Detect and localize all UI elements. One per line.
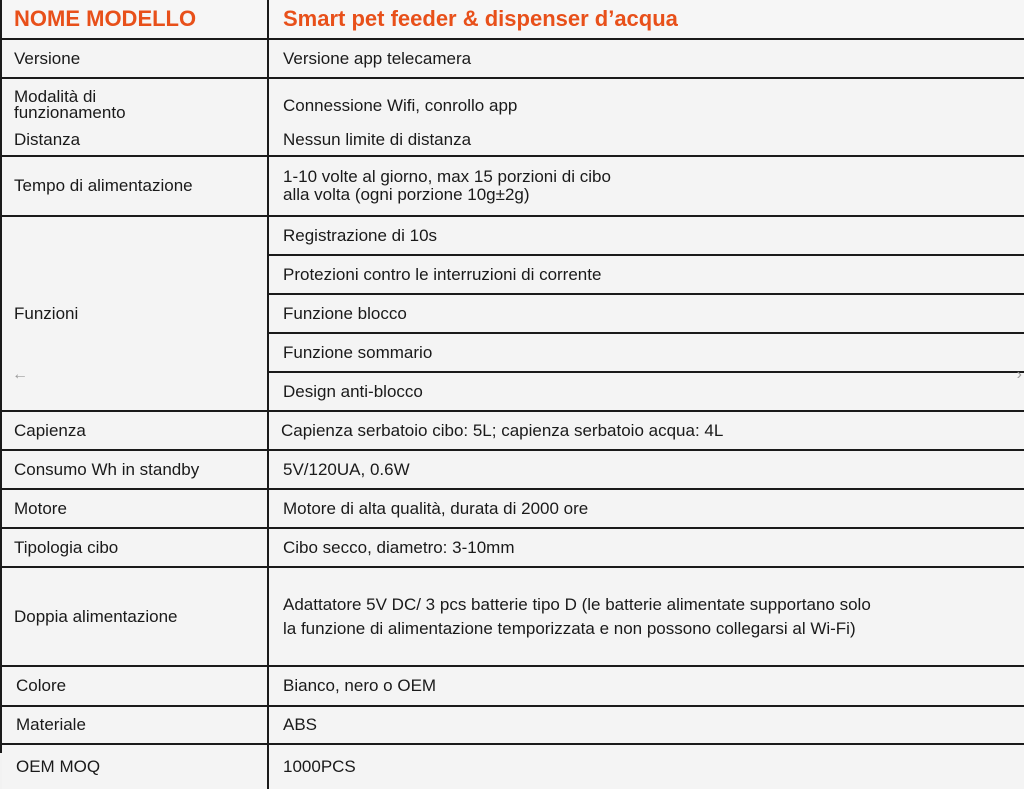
- value-doppia-line2: la funzione di alimentazione temporizzata e non possono collegarsi al Wi-Fi): [283, 618, 856, 638]
- funzione-item: Funzione blocco: [269, 295, 1024, 334]
- row-label-versione: Versione: [2, 40, 269, 79]
- row-label-motore: Motore: [2, 490, 269, 529]
- value-doppia-line1: Adattatore 5V DC/ 3 pcs batterie tipo D (le batterie alimentate supportano solo: [283, 594, 871, 614]
- value-distanza: Nessun limite di distanza: [283, 130, 472, 149]
- row-label-capienza: Capienza: [2, 412, 269, 451]
- value-tempo-line2: alla volta (ogni porzione 10g±2g): [283, 185, 530, 204]
- value-connessione: Connessione Wifi, conrollo app: [283, 96, 518, 115]
- row-label-moq: OEM MOQ: [2, 745, 269, 789]
- row-label-tipologia: Tipologia cibo: [2, 529, 269, 568]
- row-value-tipologia: Cibo secco, diametro: 3-10mm: [269, 529, 1024, 568]
- row-label-doppia: Doppia alimentazione: [2, 568, 269, 667]
- row-value-tempo: [269, 157, 1024, 217]
- row-label-funzioni: Funzioni: [2, 217, 269, 412]
- funzione-item: Registrazione di 10s: [269, 217, 1024, 256]
- funzione-item: Protezioni contro le interruzioni di corrente: [269, 256, 1024, 295]
- label-distanza: Distanza: [14, 130, 81, 149]
- value-tempo-line1: 1-10 volte al giorno, max 15 porzioni di cibo: [283, 167, 611, 186]
- row-value-materiale: ABS: [269, 707, 1024, 745]
- row-value-capienza: Capienza serbatoio cibo: 5L; capienza serbatoio acqua: 4L: [269, 412, 1024, 451]
- header-model-name: Smart pet feeder & dispenser d’acqua: [269, 0, 1024, 40]
- row-value-modalita: [269, 79, 1024, 157]
- funzione-item: Funzione sommario: [269, 334, 1024, 373]
- label-modalita: Modalità di funzionamento: [14, 87, 126, 122]
- row-value-colore: Bianco, nero o OEM: [269, 667, 1024, 707]
- row-value-moq: 1000PCS: [269, 745, 1024, 789]
- arrow-left-icon[interactable]: ←: [12, 366, 28, 383]
- row-label-modalita: [2, 79, 269, 157]
- row-label-materiale: Materiale: [2, 707, 269, 745]
- funzione-item: Design anti-blocco: [269, 373, 1024, 412]
- row-label-colore: Colore: [2, 667, 269, 707]
- row-label-tempo: Tempo di alimentazione: [2, 157, 269, 217]
- row-value-consumo: 5V/120UA, 0.6W: [269, 451, 1024, 490]
- row-value-motore: Motore di alta qualità, durata di 2000 ore: [269, 490, 1024, 529]
- arrow-right-icon[interactable]: ›: [1016, 366, 1022, 383]
- row-label-consumo: Consumo Wh in standby: [2, 451, 269, 490]
- row-value-versione: Versione app telecamera: [269, 40, 1024, 79]
- row-value-doppia: [269, 568, 1024, 667]
- header-model-label: NOME MODELLO: [2, 0, 269, 40]
